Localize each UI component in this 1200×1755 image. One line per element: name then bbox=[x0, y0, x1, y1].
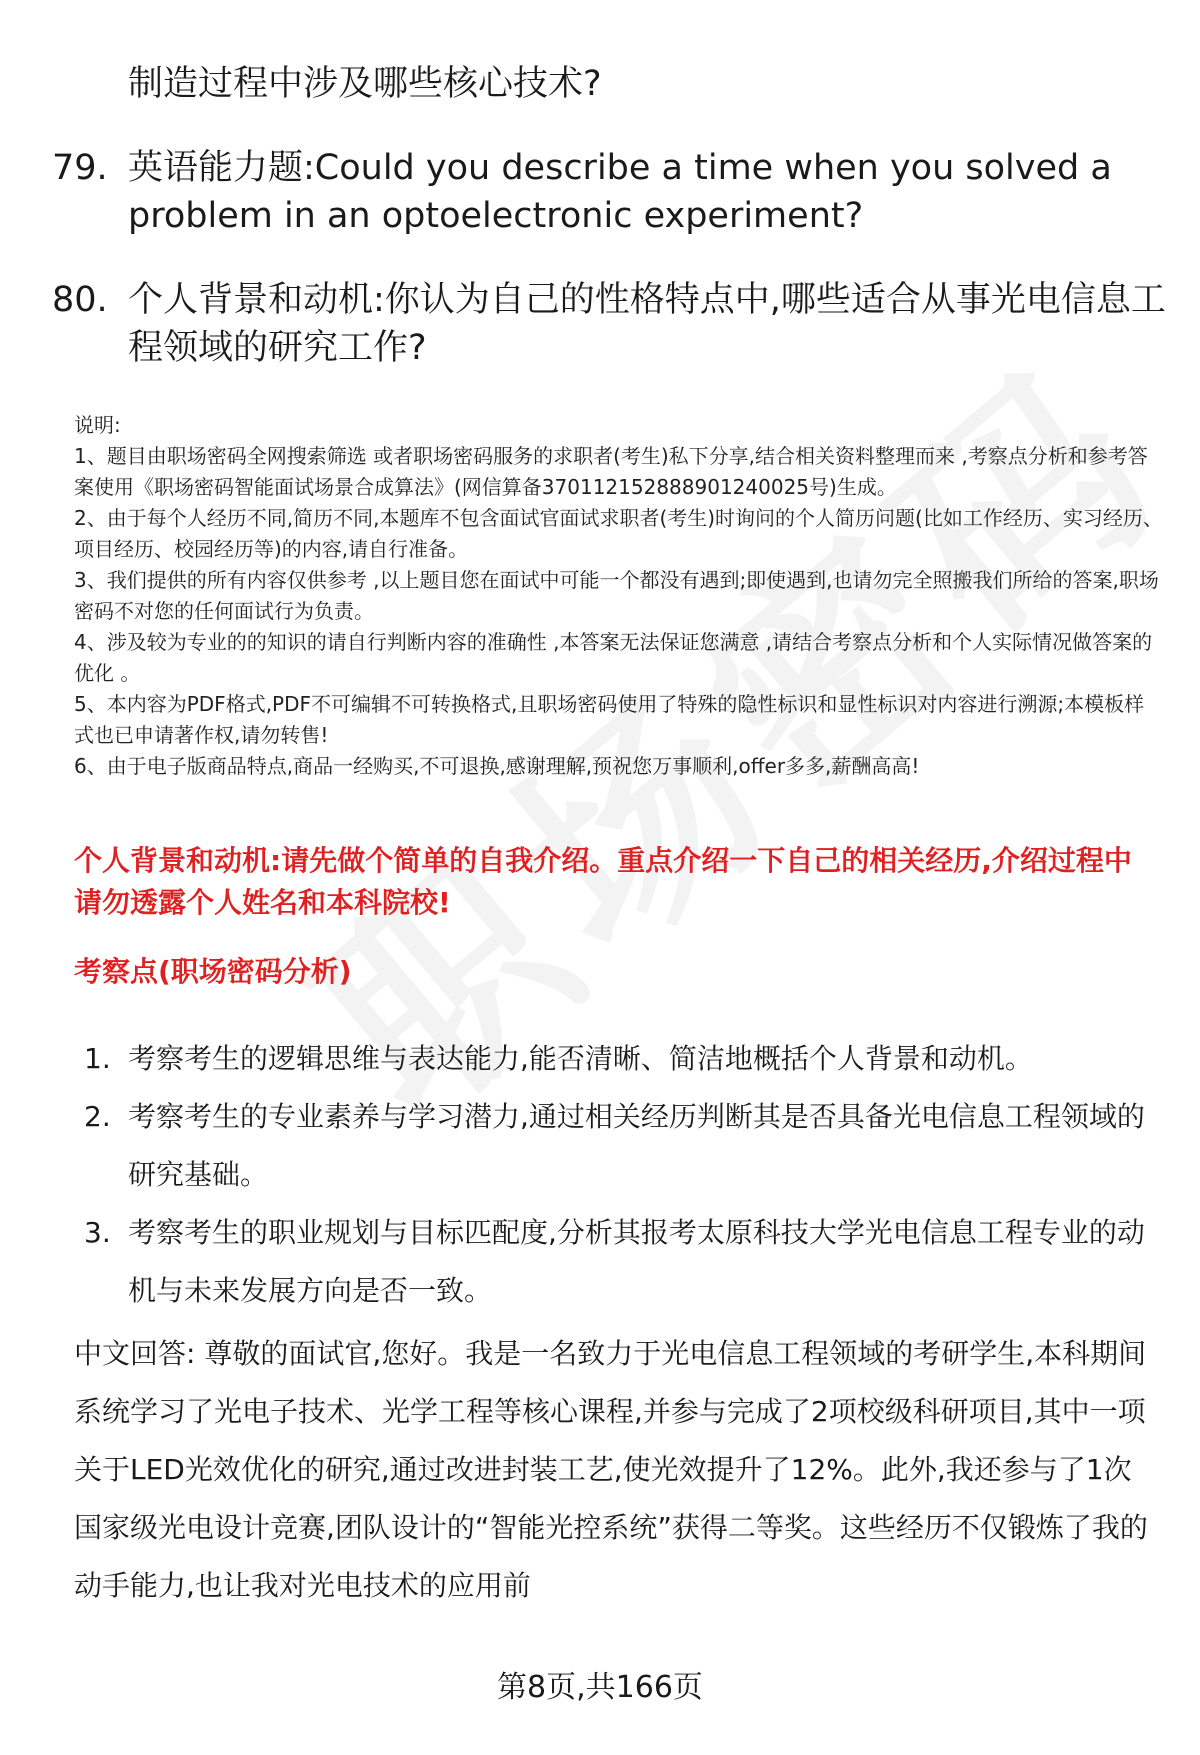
analysis-point bbox=[84, 1204, 1164, 1320]
point-number: 2. bbox=[84, 1100, 111, 1133]
page-footer: 第8页,共166页 bbox=[497, 1670, 703, 1705]
point-number: 3. bbox=[84, 1216, 111, 1249]
question-number: 79. bbox=[52, 148, 108, 188]
notes-block bbox=[74, 410, 1164, 782]
note-item: 2、由于每个人经历不同,简历不同,本题库不包含面试官面试求职者(考生)时询问的个人简历问题(比如工作经历、实习经历、项目经历、校园经历等)的内容,请自行准备。 bbox=[74, 506, 1163, 561]
note-item: 4、涉及较为专业的的知识的请自行判断内容的准确性 ,本答案无法保证您满意 ,请结合考察点分析和个人实际情况做答案的优化 。 bbox=[74, 630, 1153, 685]
question-text: 个人背景和动机:你认为自己的性格特点中,哪些适合从事光电信息工程领域的研究工作? bbox=[128, 280, 1166, 368]
analysis-point bbox=[84, 1088, 1164, 1204]
notes-title: 说明: bbox=[74, 413, 121, 437]
question-continuation: 制造过程中涉及哪些核心技术? bbox=[128, 64, 602, 104]
section-question-title: 个人背景和动机:请先做个简单的自我介绍。重点介绍一下自己的相关经历,介绍过程中请勿透露个人姓名和本科院校! bbox=[74, 844, 1132, 919]
analysis-subtitle: 考察点(职场密码分析) bbox=[74, 955, 352, 988]
point-text: 考察考生的逻辑思维与表达能力,能否清晰、简洁地概括个人背景和动机。 bbox=[128, 1042, 1033, 1075]
question-number: 80. bbox=[52, 280, 108, 320]
note-item: 3、我们提供的所有内容仅供参考 ,以上题目您在面试中可能一个都没有遇到;即使遇到,也请勿完全照搬我们所给的答案,职场密码不对您的任何面试行为负责。 bbox=[74, 568, 1159, 623]
point-number: 1. bbox=[84, 1042, 111, 1075]
analysis-point bbox=[84, 1030, 1164, 1088]
note-item: 6、由于电子版商品特点,商品一经购买,不可退换,感谢理解,预祝您万事顺利,offer多多,薪酬高高! bbox=[74, 754, 920, 778]
question-text: 英语能力题:Could you describe a time when you solved a problem in an optoelectronic experiment? bbox=[128, 148, 1112, 236]
note-item: 5、本内容为PDF格式,PDF不可编辑不可转换格式,且职场密码使用了特殊的隐性标识和显性标识对内容进行溯源;本模板样式也已申请著作权,请勿转售! bbox=[74, 692, 1145, 747]
point-text: 考察考生的职业规划与目标匹配度,分析其报考太原科技大学光电信息工程专业的动机与未来发展方向是否一致。 bbox=[128, 1216, 1145, 1307]
chinese-answer: 中文回答: 尊敬的面试官,您好。我是一名致力于光电信息工程领域的考研学生,本科期间系统学习了光电子技术、光学工程等核心课程,并参与完成了2项校级科研项目,其中一项关于LED光效优化的研究,通过改进封装工艺,使光效提升了12%。此外,我还参与了1次国家级光电设计竞赛,团队设计的“智能光控系统”获得二等奖。这些经历不仅锻炼了我的动手能力,也让我对光电技术的应用前 bbox=[74, 1337, 1148, 1602]
analysis-points bbox=[84, 1030, 1164, 1320]
point-text: 考察考生的专业素养与学习潜力,通过相关经历判断其是否具备光电信息工程领域的研究基础。 bbox=[128, 1100, 1145, 1191]
note-item: 1、题目由职场密码全网搜索筛选 或者职场密码服务的求职者(考生)私下分享,结合相关资料整理而来 ,考察点分析和参考答案使用《职场密码智能面试场景合成算法》(网信算备370112152888901240025号)生成。 bbox=[74, 444, 1148, 499]
